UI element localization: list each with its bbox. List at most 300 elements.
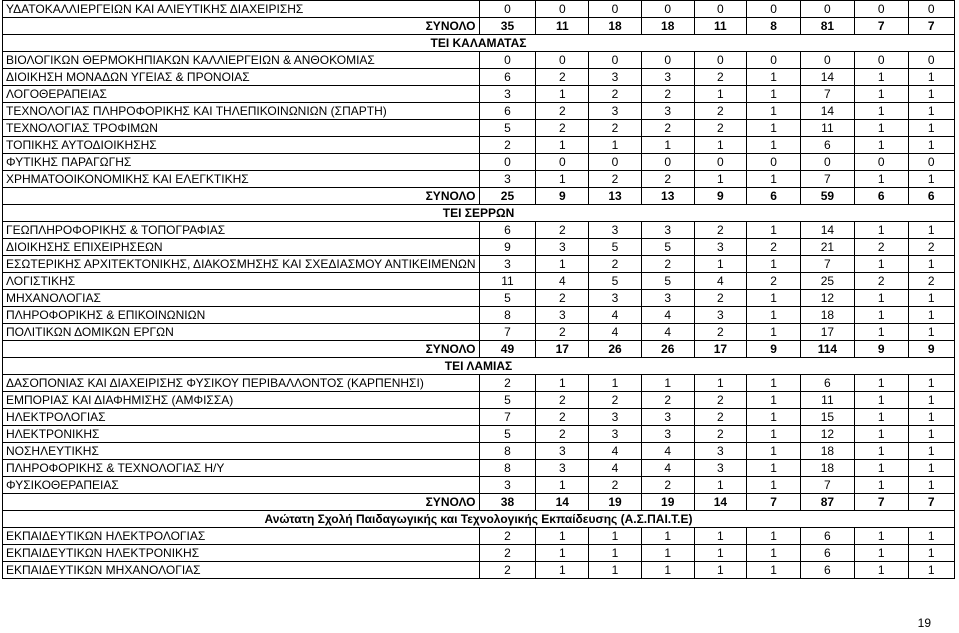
department-row	[3, 460, 955, 477]
value-cell: 14	[801, 69, 855, 86]
value-cell: 0	[801, 1, 855, 18]
total-row	[3, 188, 955, 205]
value-cell: 6	[908, 188, 954, 205]
department-row	[3, 307, 955, 324]
department-row	[3, 477, 955, 494]
value-cell: 0	[801, 154, 855, 171]
value-cell: 2	[589, 256, 642, 273]
value-cell: 3	[641, 409, 694, 426]
value-cell: 1	[747, 324, 801, 341]
value-cell: 0	[479, 154, 536, 171]
department-name: ΝΟΣΗΛΕΥΤΙΚΗΣ	[3, 443, 480, 460]
value-cell: 7	[801, 477, 855, 494]
value-cell: 5	[479, 120, 536, 137]
department-row	[3, 120, 955, 137]
value-cell: 1	[908, 409, 954, 426]
department-name: ΔΑΣΟΠΟΝΙΑΣ ΚΑΙ ΔΙΑΧΕΙΡΙΣΗΣ ΦΥΣΙΚΟΥ ΠΕΡΙΒΑΛΛΟΝΤΟΣ (ΚΑΡΠΕΝΗΣΙ)	[3, 375, 480, 392]
value-cell: 26	[589, 341, 642, 358]
department-row	[3, 426, 955, 443]
value-cell: 6	[479, 222, 536, 239]
value-cell: 1	[747, 545, 801, 562]
value-cell: 2	[641, 477, 694, 494]
value-cell: 0	[589, 154, 642, 171]
value-cell: 1	[854, 426, 908, 443]
value-cell: 4	[641, 307, 694, 324]
total-row	[3, 341, 955, 358]
value-cell: 1	[908, 137, 954, 154]
value-cell: 6	[479, 103, 536, 120]
value-cell: 2	[589, 171, 642, 188]
value-cell: 35	[479, 18, 536, 35]
department-row	[3, 239, 955, 256]
value-cell: 6	[854, 188, 908, 205]
value-cell: 6	[801, 528, 855, 545]
department-name: ΕΚΠΑΙΔΕΥΤΙΚΩΝ ΗΛΕΚΤΡΟΝΙΚΗΣ	[3, 545, 480, 562]
value-cell: 2	[641, 120, 694, 137]
value-cell: 1	[747, 256, 801, 273]
value-cell: 4	[694, 273, 747, 290]
value-cell: 1	[747, 137, 801, 154]
institution-name: Ανώτατη Σχολή Παιδαγωγικής και Τεχνολογικής Εκπαίδευσης (Α.Σ.ΠΑΙ.Τ.Ε)	[3, 511, 955, 528]
value-cell: 3	[479, 477, 536, 494]
value-cell: 3	[641, 222, 694, 239]
value-cell: 1	[694, 562, 747, 579]
allocation-table	[2, 0, 955, 579]
value-cell: 1	[854, 324, 908, 341]
value-cell: 1	[747, 443, 801, 460]
value-cell: 1	[747, 562, 801, 579]
value-cell: 49	[479, 341, 536, 358]
department-name: ΤΕΧΝΟΛΟΓΙΑΣ ΠΛΗΡΟΦΟΡΙΚΗΣ ΚΑΙ ΤΗΛΕΠΙΚΟΙΝΩΝΙΩΝ (ΣΠΑΡΤΗ)	[3, 103, 480, 120]
department-row	[3, 103, 955, 120]
value-cell: 1	[908, 426, 954, 443]
department-row	[3, 52, 955, 69]
value-cell: 1	[589, 528, 642, 545]
value-cell: 0	[747, 154, 801, 171]
value-cell: 7	[801, 256, 855, 273]
value-cell: 2	[908, 273, 954, 290]
value-cell: 11	[801, 120, 855, 137]
value-cell: 81	[801, 18, 855, 35]
department-name: ΔΙΟΙΚΗΣΗΣ ΕΠΙΧΕΙΡΗΣΕΩΝ	[3, 239, 480, 256]
value-cell: 1	[854, 290, 908, 307]
value-cell: 3	[589, 409, 642, 426]
value-cell: 18	[589, 18, 642, 35]
value-cell: 1	[854, 477, 908, 494]
value-cell: 2	[536, 222, 589, 239]
department-row	[3, 222, 955, 239]
value-cell: 1	[908, 477, 954, 494]
department-name: ΕΚΠΑΙΔΕΥΤΙΚΩΝ ΗΛΕΚΤΡΟΛΟΓΙΑΣ	[3, 528, 480, 545]
value-cell: 0	[854, 52, 908, 69]
department-row	[3, 545, 955, 562]
value-cell: 1	[854, 375, 908, 392]
value-cell: 9	[694, 188, 747, 205]
value-cell: 1	[854, 443, 908, 460]
value-cell: 4	[589, 324, 642, 341]
value-cell: 2	[694, 324, 747, 341]
department-name: ΧΡΗΜΑΤΟΟΙΚΟΝΟΜΙΚΗΣ ΚΑΙ ΕΛΕΓΚΤΙΚΗΣ	[3, 171, 480, 188]
value-cell: 1	[747, 86, 801, 103]
department-name: ΕΚΠΑΙΔΕΥΤΙΚΩΝ ΜΗΧΑΝΟΛΟΓΙΑΣ	[3, 562, 480, 579]
institution-header-row	[3, 358, 955, 375]
value-cell: 1	[747, 426, 801, 443]
value-cell: 5	[589, 273, 642, 290]
value-cell: 1	[854, 69, 908, 86]
value-cell: 1	[908, 290, 954, 307]
value-cell: 1	[854, 528, 908, 545]
page-number: 19	[917, 616, 931, 630]
department-row	[3, 86, 955, 103]
value-cell: 2	[536, 290, 589, 307]
value-cell: 2	[536, 120, 589, 137]
value-cell: 18	[801, 443, 855, 460]
value-cell: 1	[908, 528, 954, 545]
value-cell: 1	[641, 137, 694, 154]
value-cell: 1	[854, 307, 908, 324]
value-cell: 7	[479, 324, 536, 341]
value-cell: 1	[908, 443, 954, 460]
department-name: ΠΛΗΡΟΦΟΡΙΚΗΣ & ΕΠΙΚΟΙΝΩΝΙΩΝ	[3, 307, 480, 324]
value-cell: 1	[908, 171, 954, 188]
value-cell: 4	[589, 460, 642, 477]
value-cell: 2	[747, 273, 801, 290]
department-name: ΦΥΣΙΚΟΘΕΡΑΠΕΙΑΣ	[3, 477, 480, 494]
value-cell: 14	[801, 222, 855, 239]
department-row	[3, 137, 955, 154]
value-cell: 1	[641, 545, 694, 562]
institution-name: ΤΕΙ ΚΑΛΑΜΑΤΑΣ	[3, 35, 955, 52]
value-cell: 14	[536, 494, 589, 511]
value-cell: 114	[801, 341, 855, 358]
department-row	[3, 1, 955, 18]
value-cell: 14	[801, 103, 855, 120]
department-row	[3, 273, 955, 290]
value-cell: 1	[694, 528, 747, 545]
value-cell: 0	[694, 154, 747, 171]
value-cell: 2	[536, 69, 589, 86]
department-row	[3, 256, 955, 273]
value-cell: 1	[694, 545, 747, 562]
value-cell: 1	[536, 86, 589, 103]
value-cell: 3	[536, 443, 589, 460]
department-name: ΜΗΧΑΝΟΛΟΓΙΑΣ	[3, 290, 480, 307]
department-row	[3, 409, 955, 426]
value-cell: 2	[694, 426, 747, 443]
department-name: ΦΥΤΙΚΗΣ ΠΑΡΑΓΩΓΗΣ	[3, 154, 480, 171]
value-cell: 0	[536, 154, 589, 171]
value-cell: 0	[589, 52, 642, 69]
department-row	[3, 324, 955, 341]
institution-name: ΤΕΙ ΣΕΡΡΩΝ	[3, 205, 955, 222]
value-cell: 6	[479, 69, 536, 86]
value-cell: 1	[536, 375, 589, 392]
department-name: ΒΙΟΛΟΓΙΚΩΝ ΘΕΡΜΟΚΗΠΙΑΚΩΝ ΚΑΛΛΙΕΡΓΕΙΩΝ & ΑΝΘΟΚΟΜΙΑΣ	[3, 52, 480, 69]
value-cell: 3	[536, 460, 589, 477]
value-cell: 8	[747, 18, 801, 35]
value-cell: 2	[694, 409, 747, 426]
value-cell: 7	[801, 171, 855, 188]
department-row	[3, 443, 955, 460]
department-name: ΤΕΧΝΟΛΟΓΙΑΣ ΤΡΟΦΙΜΩΝ	[3, 120, 480, 137]
value-cell: 7	[854, 18, 908, 35]
value-cell: 0	[641, 154, 694, 171]
institution-header-row	[3, 35, 955, 52]
value-cell: 2	[641, 392, 694, 409]
value-cell: 11	[479, 273, 536, 290]
value-cell: 3	[694, 239, 747, 256]
value-cell: 1	[908, 375, 954, 392]
department-name: ΔΙΟΙΚΗΣΗ ΜΟΝΑΔΩΝ ΥΓΕΙΑΣ & ΠΡΟΝΟΙΑΣ	[3, 69, 480, 86]
value-cell: 2	[536, 392, 589, 409]
value-cell: 7	[801, 86, 855, 103]
value-cell: 0	[694, 1, 747, 18]
value-cell: 1	[536, 256, 589, 273]
value-cell: 0	[854, 1, 908, 18]
value-cell: 17	[694, 341, 747, 358]
value-cell: 5	[641, 239, 694, 256]
department-row	[3, 562, 955, 579]
value-cell: 1	[908, 103, 954, 120]
value-cell: 0	[801, 52, 855, 69]
value-cell: 1	[854, 137, 908, 154]
value-cell: 2	[641, 86, 694, 103]
department-name: ΕΜΠΟΡΙΑΣ ΚΑΙ ΔΙΑΦΗΜΙΣΗΣ (ΑΜΦΙΣΣΑ)	[3, 392, 480, 409]
value-cell: 2	[589, 392, 642, 409]
value-cell: 2	[694, 69, 747, 86]
value-cell: 3	[589, 69, 642, 86]
value-cell: 1	[536, 477, 589, 494]
value-cell: 1	[854, 545, 908, 562]
value-cell: 1	[694, 256, 747, 273]
value-cell: 11	[694, 18, 747, 35]
value-cell: 2	[589, 477, 642, 494]
value-cell: 1	[694, 375, 747, 392]
value-cell: 19	[589, 494, 642, 511]
department-row	[3, 69, 955, 86]
department-name: ΓΕΩΠΛΗΡΟΦΟΡΙΚΗΣ & ΤΟΠΟΓΡΑΦΙΑΣ	[3, 222, 480, 239]
value-cell: 7	[908, 494, 954, 511]
value-cell: 1	[747, 120, 801, 137]
value-cell: 5	[479, 392, 536, 409]
value-cell: 1	[908, 562, 954, 579]
value-cell: 1	[536, 171, 589, 188]
value-cell: 3	[479, 86, 536, 103]
value-cell: 59	[801, 188, 855, 205]
department-row	[3, 528, 955, 545]
department-name: ΠΛΗΡΟΦΟΡΙΚΗΣ & ΤΕΧΝΟΛΟΓΙΑΣ Η/Υ	[3, 460, 480, 477]
value-cell: 2	[694, 222, 747, 239]
value-cell: 0	[479, 52, 536, 69]
value-cell: 1	[747, 171, 801, 188]
total-label: ΣΥΝΟΛΟ	[3, 188, 480, 205]
value-cell: 18	[801, 460, 855, 477]
value-cell: 4	[641, 443, 694, 460]
value-cell: 3	[641, 290, 694, 307]
value-cell: 3	[589, 426, 642, 443]
value-cell: 7	[908, 18, 954, 35]
value-cell: 18	[641, 18, 694, 35]
value-cell: 2	[479, 562, 536, 579]
value-cell: 4	[589, 307, 642, 324]
value-cell: 1	[747, 307, 801, 324]
value-cell: 8	[479, 443, 536, 460]
value-cell: 1	[908, 460, 954, 477]
value-cell: 2	[479, 545, 536, 562]
value-cell: 3	[589, 222, 642, 239]
department-row	[3, 375, 955, 392]
value-cell: 38	[479, 494, 536, 511]
value-cell: 1	[854, 86, 908, 103]
value-cell: 8	[479, 307, 536, 324]
value-cell: 9	[854, 341, 908, 358]
value-cell: 9	[747, 341, 801, 358]
value-cell: 13	[589, 188, 642, 205]
institution-header-row	[3, 205, 955, 222]
value-cell: 25	[479, 188, 536, 205]
value-cell: 15	[801, 409, 855, 426]
value-cell: 1	[747, 222, 801, 239]
value-cell: 1	[908, 324, 954, 341]
value-cell: 1	[908, 222, 954, 239]
value-cell: 4	[589, 443, 642, 460]
department-name: ΗΛΕΚΤΡΟΝΙΚΗΣ	[3, 426, 480, 443]
value-cell: 3	[641, 426, 694, 443]
value-cell: 12	[801, 290, 855, 307]
value-cell: 0	[908, 52, 954, 69]
value-cell: 1	[854, 222, 908, 239]
value-cell: 3	[536, 307, 589, 324]
institution-header-row	[3, 511, 955, 528]
value-cell: 2	[908, 239, 954, 256]
value-cell: 1	[536, 562, 589, 579]
value-cell: 7	[747, 494, 801, 511]
value-cell: 0	[854, 154, 908, 171]
value-cell: 2	[479, 137, 536, 154]
value-cell: 11	[801, 392, 855, 409]
value-cell: 4	[641, 324, 694, 341]
value-cell: 6	[801, 545, 855, 562]
value-cell: 2	[536, 409, 589, 426]
value-cell: 0	[641, 52, 694, 69]
value-cell: 0	[479, 1, 536, 18]
department-name: ΠΟΛΙΤΙΚΩΝ ΔΟΜΙΚΩΝ ΕΡΓΩΝ	[3, 324, 480, 341]
value-cell: 1	[694, 171, 747, 188]
value-cell: 25	[801, 273, 855, 290]
value-cell: 14	[694, 494, 747, 511]
value-cell: 3	[536, 239, 589, 256]
value-cell: 1	[589, 545, 642, 562]
value-cell: 1	[747, 290, 801, 307]
total-label: ΣΥΝΟΛΟ	[3, 494, 480, 511]
value-cell: 9	[479, 239, 536, 256]
value-cell: 4	[536, 273, 589, 290]
value-cell: 2	[641, 256, 694, 273]
value-cell: 2	[854, 273, 908, 290]
value-cell: 1	[694, 86, 747, 103]
value-cell: 1	[747, 392, 801, 409]
value-cell: 1	[694, 137, 747, 154]
department-row	[3, 154, 955, 171]
total-label: ΣΥΝΟΛΟ	[3, 341, 480, 358]
value-cell: 1	[747, 528, 801, 545]
value-cell: 1	[854, 103, 908, 120]
value-cell: 9	[536, 188, 589, 205]
value-cell: 2	[641, 171, 694, 188]
value-cell: 1	[641, 528, 694, 545]
total-row	[3, 494, 955, 511]
total-row	[3, 18, 955, 35]
value-cell: 2	[479, 375, 536, 392]
value-cell: 7	[479, 409, 536, 426]
value-cell: 3	[641, 69, 694, 86]
value-cell: 2	[589, 86, 642, 103]
value-cell: 18	[801, 307, 855, 324]
value-cell: 87	[801, 494, 855, 511]
table-body	[3, 1, 955, 579]
total-label: ΣΥΝΟΛΟ	[3, 18, 480, 35]
value-cell: 3	[589, 103, 642, 120]
value-cell: 1	[536, 528, 589, 545]
value-cell: 3	[694, 460, 747, 477]
department-name: ΛΟΓΟΘΕΡΑΠΕΙΑΣ	[3, 86, 480, 103]
value-cell: 0	[747, 1, 801, 18]
value-cell: 1	[694, 477, 747, 494]
value-cell: 5	[479, 290, 536, 307]
value-cell: 2	[694, 290, 747, 307]
value-cell: 3	[694, 307, 747, 324]
value-cell: 1	[641, 562, 694, 579]
value-cell: 1	[747, 103, 801, 120]
value-cell: 1	[589, 137, 642, 154]
value-cell: 2	[536, 324, 589, 341]
value-cell: 0	[536, 52, 589, 69]
department-name: ΤΟΠΙΚΗΣ ΑΥΤΟΔΙΟΙΚΗΣΗΣ	[3, 137, 480, 154]
value-cell: 1	[854, 171, 908, 188]
value-cell: 1	[854, 120, 908, 137]
value-cell: 1	[854, 392, 908, 409]
value-cell: 1	[589, 562, 642, 579]
value-cell: 19	[641, 494, 694, 511]
value-cell: 3	[694, 443, 747, 460]
department-row	[3, 392, 955, 409]
value-cell: 7	[854, 494, 908, 511]
value-cell: 2	[536, 103, 589, 120]
value-cell: 0	[747, 52, 801, 69]
value-cell: 1	[908, 120, 954, 137]
value-cell: 0	[536, 1, 589, 18]
value-cell: 0	[694, 52, 747, 69]
value-cell: 8	[479, 460, 536, 477]
value-cell: 6	[747, 188, 801, 205]
value-cell: 0	[908, 154, 954, 171]
department-name: ΛΟΓΙΣΤΙΚΗΣ	[3, 273, 480, 290]
department-name: ΥΔΑΤΟΚΑΛΛΙΕΡΓΕΙΩΝ ΚΑΙ ΑΛΙΕΥΤΙΚΗΣ ΔΙΑΧΕΙΡΙΣΗΣ	[3, 1, 480, 18]
value-cell: 6	[801, 375, 855, 392]
value-cell: 1	[536, 137, 589, 154]
value-cell: 11	[536, 18, 589, 35]
value-cell: 26	[641, 341, 694, 358]
value-cell: 1	[589, 375, 642, 392]
value-cell: 2	[747, 239, 801, 256]
value-cell: 2	[536, 426, 589, 443]
department-row	[3, 290, 955, 307]
value-cell: 12	[801, 426, 855, 443]
value-cell: 2	[479, 528, 536, 545]
department-row	[3, 171, 955, 188]
value-cell: 4	[641, 460, 694, 477]
value-cell: 1	[908, 392, 954, 409]
